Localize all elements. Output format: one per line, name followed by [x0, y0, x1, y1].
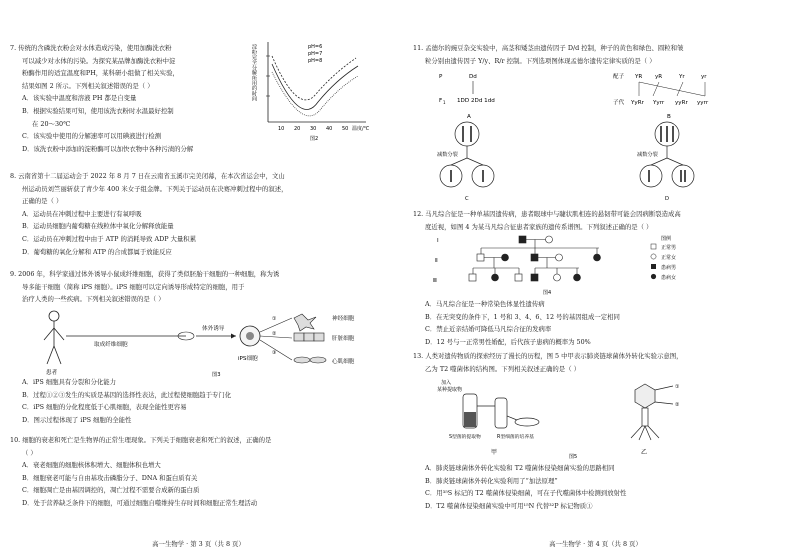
page-footer: 高一生物学 · 第 3 页（共 8 页）: [152, 540, 245, 548]
B-gamete-Yr: Yr: [679, 74, 685, 80]
cell-D-child-1: [640, 165, 662, 187]
fig5-extract: 某种提取物: [437, 387, 463, 393]
liver-cell-label: 肝脏细胞: [332, 336, 355, 342]
fig2-tick: 10: [278, 126, 285, 132]
fig5-c1: ①: [675, 384, 680, 390]
gen-II: Ⅱ: [435, 258, 438, 264]
legend-affected-female: 患病女: [661, 275, 677, 281]
t2-phage-icon: [631, 384, 673, 440]
legend-title: 图例: [661, 236, 672, 242]
fig2-ylabel: 淀粉完全分解所用的时间: [251, 44, 257, 102]
C-meiosis: 减数分裂: [437, 152, 458, 158]
question-11: [413, 42, 683, 67]
q7-line: 7. 传统的含磷洗衣粉会对水体造成污染，使用加酶洗衣粉: [10, 44, 172, 52]
question-13: [413, 350, 683, 375]
B-gamete: 配子: [613, 74, 625, 80]
B-yyRr: yyRr: [675, 100, 688, 106]
q7-line: 粉酶作用的适宜温度和PH，某科研小组做了相关实验，: [22, 69, 179, 78]
q13-option-a: A．肺炎链球菌体外转化实验和 T2 噬菌体侵染细菌实验的思路相同: [425, 464, 615, 472]
fig3-caption: 图3: [212, 372, 221, 378]
figure-q11-options: [417, 66, 757, 206]
q8-line: 正确的是（ ）: [22, 197, 63, 206]
liver-cell-icon: [294, 333, 304, 341]
fig2-tick: 30: [310, 126, 317, 132]
q8-option-b: B．运动员细胞内葡萄糖在线粒体中氧化分解释放能量: [22, 222, 174, 231]
legend-normal-male: 正常男: [661, 245, 677, 251]
fig5-yi: 乙: [641, 449, 648, 456]
q7-option-d: D．该洗衣粉中添加的淀粉酶可以加快衣物中各种污渍的分解: [22, 144, 194, 153]
heart-cell-icon: [294, 357, 310, 363]
q12-line: 12. 马凡综合征是一种单基因遗传病，患者眼球中与睫状肌相连的悬韧带可能会因病断裂造成高: [413, 210, 681, 218]
q8-option-a: A．运动员在冲刺过程中主要进行有氧呼吸: [22, 209, 142, 218]
question-13-options: [413, 462, 626, 512]
q10-option-a: A．衰老细胞的细胞核体积增大、细胞体积也增大: [22, 461, 161, 470]
fig2-tick: 20: [294, 126, 301, 132]
fig2-legend-ph6: pH=6: [308, 44, 323, 50]
circle-2: ②: [272, 331, 277, 337]
cell-D-child-2: [672, 165, 694, 187]
fig5-caption: 图5: [569, 454, 578, 460]
q9-option-c: C．iPS 细胞的分化程度低于心肌细胞，表现全能性更容易: [22, 403, 187, 412]
q12-option-c: C．禁止近亲结婚可降低马凡综合征的发病率: [425, 325, 552, 334]
fig2-caption: 图2: [310, 136, 319, 142]
fig5-r-culture: R型细菌的培养基: [497, 435, 534, 440]
q11-line: 11. 孟德尔的豌豆杂交实验中，高茎和矮茎由遗传因子 D/d 控制，种子的黄色和绿色、圆粒和皱: [413, 44, 684, 52]
circle-3: ③: [272, 350, 277, 356]
figure-3-ips-diagram: [36, 306, 376, 378]
A-P: P: [439, 74, 443, 80]
q13-line: 13. 人类对遗传物质的探索经历了漫长的历程，图 5 中甲表示肺炎链球菌体外转化实验示意图，: [413, 352, 683, 360]
q12-line: 度近视，如图 4 为某马凡综合征患者家族的遗传系谱图。下列叙述正确的是（ ）: [425, 222, 653, 231]
q7-option-b-cont: 在 20～30℃: [32, 119, 71, 128]
question-12-options: [413, 298, 620, 348]
q8-line: 州运动员刘竺丽斩获了青少年 400 米女子组金牌。下列关于运动员在决赛冲刺过程中的叙述，: [22, 184, 288, 193]
fig5-jia: 甲: [491, 449, 498, 456]
q13-line: 乙为 T2 噬菌体的结构图。下列相关叙述正确的是（ ）: [425, 364, 581, 373]
q7-line: 结果如图 2 所示。下列相关叙述错误的是（ ）: [22, 81, 154, 90]
question-7: [10, 42, 193, 155]
legend-affected-male: 患病男: [661, 265, 677, 271]
induce-label: 体外诱导: [202, 326, 225, 332]
q9-option-a: A．iPS 细胞具有分裂和分化能力: [22, 378, 117, 386]
q8-option-c: C．运动员在冲刺过程中由于 ATP 的消耗导致 ADP 大量积累: [22, 234, 197, 243]
patient-label: 患者: [46, 370, 58, 376]
figure-5: [437, 376, 737, 460]
q11-line: 粒分别由遗传因子 Y/y、R/r 控制。下列选项图体现孟德尔遗传定律实质的是（ ）: [425, 56, 656, 65]
q9-option-d: D．图示过程体现了 iPS 细胞的全能性: [22, 415, 132, 424]
fig5-add: 加入: [441, 380, 452, 386]
q9-option-b: B．过程①②③发生的实质是基因的选择性表达，此过程使细胞趋于专门化: [22, 390, 232, 399]
label-C: C: [465, 196, 469, 202]
B-gamete-YR: YR: [635, 74, 643, 80]
fig2-legend-ph7: pH=7: [308, 51, 323, 57]
q7-line: 可以减少对水体的污染。为探究某品牌加酶洗衣粉中淀: [22, 56, 176, 65]
q12-option-b: B．在无突变的条件下，1 号和 3、4、6、12 号的基因组成一定相同: [425, 312, 620, 321]
page-4: [397, 0, 794, 558]
q10-line: （ ）: [22, 448, 37, 457]
question-12: [413, 208, 681, 233]
D-meiosis: 减数分裂: [637, 152, 658, 158]
ips-label: iPS细胞: [238, 356, 258, 362]
question-9: [10, 268, 279, 306]
question-10: [10, 434, 271, 510]
B-gamete-yr: yr: [701, 74, 707, 80]
q10-option-c: C．细胞凋亡是由基因调控的，凋亡过程不需要合成新的蛋白质: [22, 486, 200, 495]
q7-option-a: A．该实验中温度和溶液 PH 都是自变量: [22, 94, 137, 103]
q9-line: 治疗人类的一些疾病。下列相关叙述错误的是（ ）: [22, 295, 165, 304]
q8-option-d: D．葡萄糖的氧化分解和 ATP 的合成都属于放能反应: [22, 247, 172, 256]
q7-option-b: B．根据实验结果可知，使用该洗衣粉时水温最好控制: [22, 106, 174, 115]
gen-III: Ⅲ: [433, 278, 437, 284]
q13-option-c: C．用³⁵S 标记的 T2 噬菌体侵染细菌，可在子代噬菌体中检测到放射性: [425, 489, 627, 498]
B-YyRr: YyRr: [631, 100, 644, 106]
q12-option-d: D．12 号与一正常男性婚配，后代孩子患病的概率为 50%: [425, 337, 591, 346]
figure-4-pedigree: [419, 232, 759, 298]
fig2-tick: 40: [326, 126, 333, 132]
q9-line: 9. 2006 年，科学家通过体外诱导小鼠成纤维细胞，获得了类似胚胎干细胞的一种细胞，称为诱: [10, 270, 280, 278]
label-D: D: [665, 196, 669, 202]
nerve-cell-icon: [294, 314, 316, 331]
B-gamete-yR: yR: [655, 74, 663, 80]
label-A: A: [467, 114, 471, 120]
q8-line: 8. 云南省第十二届运动会于 2022 年 8 月 7 日在云南省玉溪市完美闭幕，在本次省运会中，文山: [10, 172, 285, 180]
q10-line: 10. 细胞的衰老和死亡是生物界的正常生理现象。下列关于细胞衰老和死亡的叙述，正确的是: [10, 436, 272, 444]
q13-option-d: D．T2 噬菌体侵染细菌实验中可用¹⁵N 代替³²P 标记物质①: [425, 501, 593, 510]
q7-option-c: C．该实验中使用的分解速率可以用碘液进行检测: [22, 132, 162, 141]
petri-dish-icon: [515, 418, 539, 426]
heart-cell-label: 心肌细胞: [332, 359, 355, 365]
cell-C-parent: [455, 122, 479, 146]
fig4-caption: 图4: [543, 290, 552, 296]
patient-figure: [44, 311, 64, 364]
question-8: [10, 170, 288, 258]
fig2-legend-ph8: pH=8: [308, 58, 323, 64]
q10-option-d: D．处于营养缺乏条件下的细胞，可通过细胞自噬维持生存时间和细胞正常生理活动: [22, 498, 258, 507]
fig2-xlabel: 温度/℃: [352, 126, 370, 132]
fig2-tick: 50: [342, 126, 349, 132]
take-fibroblast-label: 取成纤维细胞: [94, 342, 128, 348]
q10-option-b: B．细胞衰老可能与自由基攻击磷脂分子、DNA 和蛋白质有关: [22, 473, 198, 482]
question-9-options: [10, 376, 231, 426]
A-F1-sub: 1: [443, 100, 446, 105]
q13-option-b: B．肺炎链球菌体外转化实验利用了“加法原理”: [425, 476, 558, 485]
gen-I: Ⅰ: [437, 238, 439, 244]
fig5-s-extract: S型菌的提取物: [449, 435, 481, 440]
B-zygote: 子代: [613, 100, 625, 106]
figure-2-curve: [248, 36, 378, 144]
A-Dd: Dd: [469, 74, 477, 80]
label-B: B: [667, 114, 671, 120]
q9-line: 导多能干细胞（简称 iPS 细胞）。iPS 细胞可以定向诱导形成特定的细胞，用于: [22, 282, 245, 291]
legend-normal-female: 正常女: [661, 255, 677, 261]
page-footer: 高一生物学 · 第 4 页（共 8 页）: [549, 540, 642, 548]
A-F1: F: [439, 98, 443, 104]
A-offspring: 1DD 2Dd 1dd: [457, 98, 495, 104]
test-tube-2: [495, 398, 507, 428]
nerve-cell-label: 神经细胞: [332, 316, 355, 322]
q12-option-a: A．马凡综合征是一种常染色体显性遗传病: [425, 300, 545, 308]
circle-1: ①: [272, 316, 277, 322]
B-Yyrr: Yyrr: [653, 100, 665, 106]
B-yyrr: yyrr: [697, 100, 709, 106]
fig5-c2: ②: [675, 402, 680, 408]
